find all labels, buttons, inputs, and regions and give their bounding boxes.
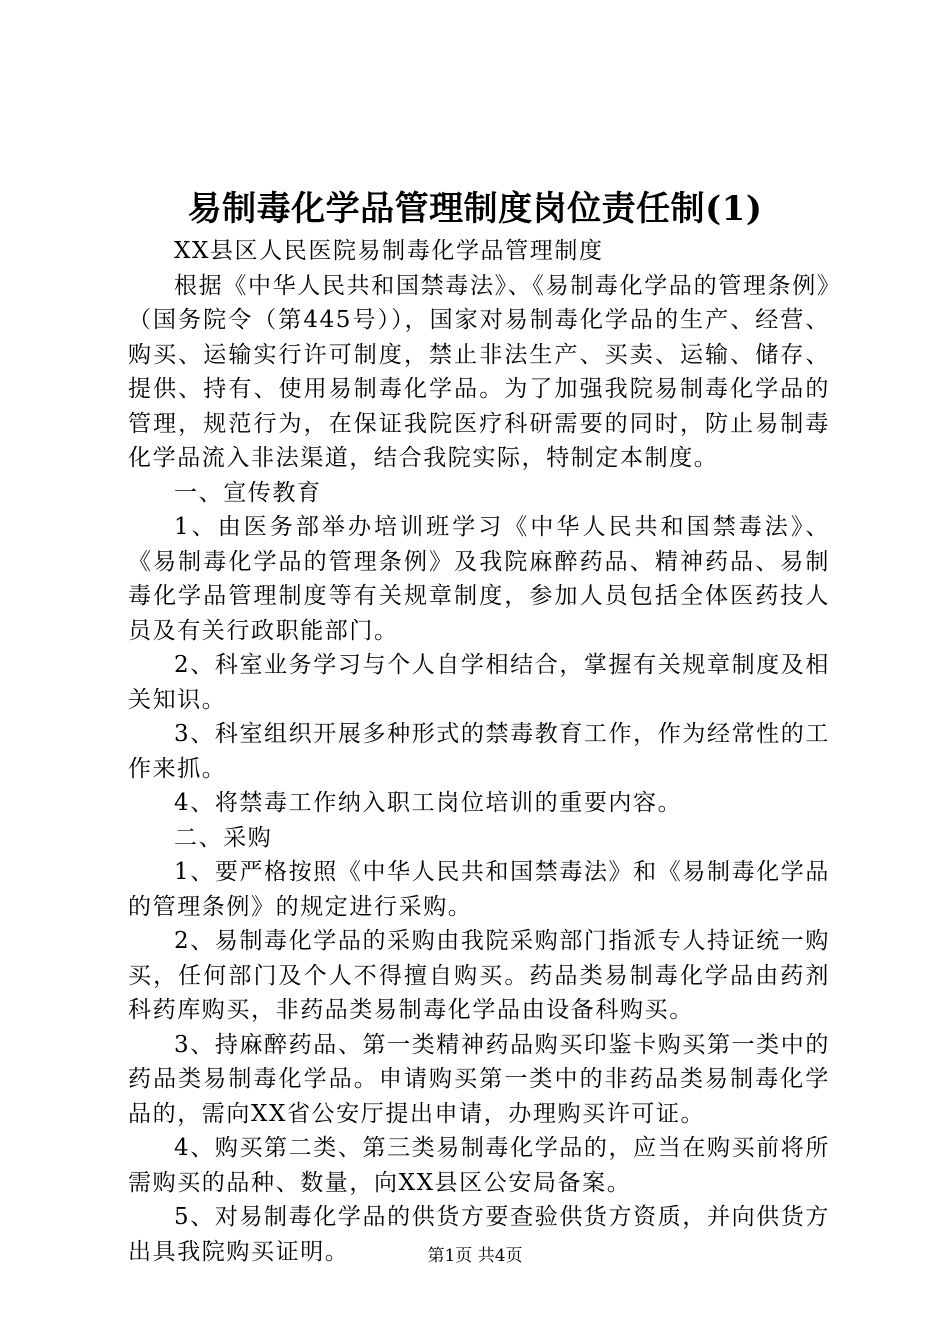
body-paragraph: 1、要严格按照《中华人民共和国禁毒法》和《易制毒化学品的管理条例》的规定进行采购。 (128, 859, 830, 920)
section-heading: 一、宣传教育 (174, 479, 322, 506)
body-paragraph: 1、由医务部举办培训班学习《中华人民共和国禁毒法》、《易制毒化学品的管理条例》及我院麻醉药品、精神药品、易制毒化学品管理制度等有关规章制度，参加人员包括全体医药技人员及有关行政职能部门。 (128, 514, 830, 644)
page-footer: 第1页 共4页 (427, 1246, 523, 1266)
body-paragraph: 4、购买第二类、第三类易制毒化学品的，应当在购买前将所需购买的品种、数量，向XX县区公安局备案。 (128, 1135, 830, 1196)
body-paragraph: 2、易制毒化学品的采购由我院采购部门指派专人持证统一购买，任何部门及个人不得擅自购买。药品类易制毒化学品由药剂科药库购买，非药品类易制毒化学品由设备科购买。 (128, 928, 830, 1023)
document-title: 易制毒化学品管理制度岗位责任制(1) (187, 189, 763, 229)
document-body (128, 234, 830, 1269)
section-heading: 二、采购 (174, 824, 273, 851)
body-paragraph: 4、将禁毒工作纳入职工岗位培训的重要内容。 (174, 790, 683, 816)
subtitle-paragraph: XX县区人民医院易制毒化学品管理制度 (174, 238, 604, 264)
body-paragraph: 3、持麻醉药品、第一类精神药品购买印鉴卡购买第一类中的药品类易制毒化学品。申请购买第一类中的非药品类易制毒化学品的，需向XX省公安厅提出申请，办理购买许可证。 (128, 1031, 830, 1127)
body-paragraph: 根据《中华人民共和国禁毒法》、《易制毒化学品的管理条例》（国务院令（第445号）），国家对易制毒化学品的生产、经营、购买、运输实行许可制度，禁止非法生产、买卖、运输、储存、提供、持有、使用易制毒化学品。为了加强我院易制毒化学品的管理，规范行为，在保证我院医疗科研需要的同时，防止易制毒化学品流入非法渠道，结合我院实际，特制定本制度。 (128, 272, 830, 471)
body-paragraph: 2、科室业务学习与个人自学相结合，掌握有关规章制度及相关知识。 (128, 652, 830, 713)
body-paragraph: 3、科室组织开展多种形式的禁毒教育工作，作为经常性的工作来抓。 (128, 721, 830, 782)
body-paragraph: 5、对易制毒化学品的供货方要查验供货方资质，并向供货方出具我院购买证明。 (128, 1204, 830, 1265)
